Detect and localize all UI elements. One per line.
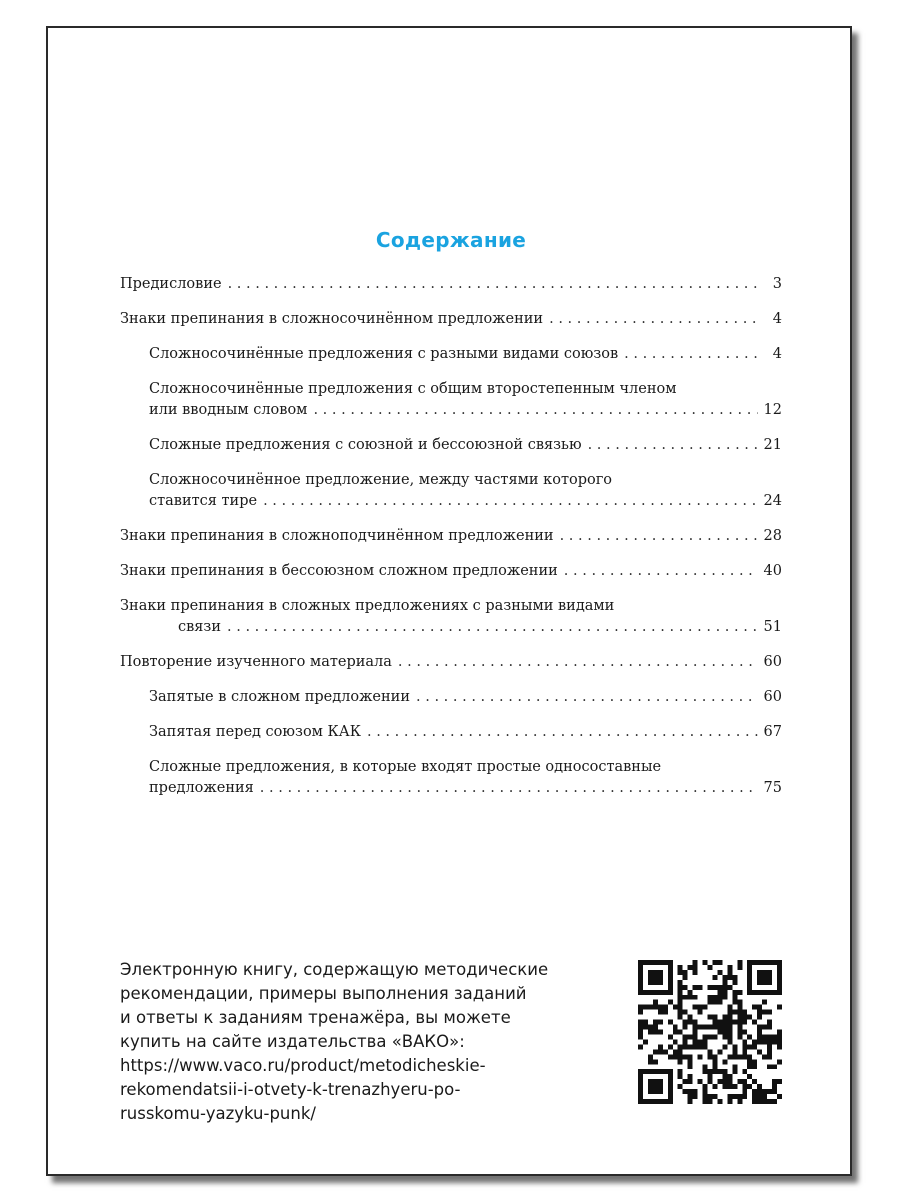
toc-entry[interactable] [120, 757, 782, 799]
table-of-contents [120, 274, 782, 813]
toc-entry-title-line: Знаки препинания в сложных предложениях с разными видами [120, 598, 615, 614]
book-page [46, 26, 852, 1176]
toc-entry[interactable] [120, 652, 782, 673]
toc-entry[interactable] [120, 687, 782, 708]
dot-leader [313, 400, 757, 421]
toc-entry-title-line: Сложносочинённые предложения с разными видами союзов [149, 346, 619, 362]
note-text-line: и ответы к заданиям тренажёра, вы можете [120, 1008, 511, 1027]
toc-entry-title-line: ставится тире [149, 493, 258, 509]
dot-leader [367, 722, 758, 743]
note-text-line: купить на сайте издательства «ВАКО»: [120, 1032, 465, 1051]
toc-page-number: 12 [763, 402, 782, 418]
note-text-line: Электронную книгу, содержащую методические [120, 960, 549, 979]
toc-page-number: 3 [772, 276, 782, 292]
toc-entry-title-line: Запятые в сложном предложении [149, 689, 411, 705]
purchase-url-line[interactable]: russkomu-yazyku-punk/ [120, 1104, 316, 1123]
toc-entry[interactable] [120, 526, 782, 547]
toc-title: Содержание [375, 228, 527, 252]
toc-entry-title-line: связи [178, 619, 222, 635]
toc-entry-title-line: или вводным словом [149, 402, 308, 418]
dot-leader [549, 309, 758, 330]
toc-entry[interactable] [120, 309, 782, 330]
dot-leader [260, 778, 758, 799]
toc-entry[interactable] [120, 470, 782, 512]
dot-leader [416, 687, 758, 708]
toc-page-number: 60 [763, 654, 782, 670]
toc-entry-title-line: предложения [149, 780, 254, 796]
dot-leader [564, 561, 758, 582]
dot-leader [398, 652, 758, 673]
toc-page-number: 40 [763, 563, 782, 579]
toc-entry-title-line: Предисловие [120, 276, 222, 292]
toc-page-number: 51 [763, 619, 782, 635]
toc-page-number: 24 [763, 493, 782, 509]
purchase-url-line[interactable]: rekomendatsii-i-otvety-k-trenazhyeru-po- [120, 1080, 461, 1099]
toc-page-number: 75 [763, 780, 782, 796]
toc-page-number: 67 [763, 724, 782, 740]
dot-leader [227, 617, 758, 638]
toc-entry[interactable] [120, 596, 782, 638]
toc-entry-title-line: Запятая перед союзом КАК [149, 724, 361, 740]
toc-entry-title-line: Знаки препинания в сложносочинённом предложении [120, 311, 544, 327]
toc-page-number: 21 [763, 437, 782, 453]
toc-page-number: 4 [772, 311, 782, 327]
purchase-url-line[interactable]: https://www.vaco.ru/product/metodicheskie- [120, 1056, 486, 1075]
toc-entry-title-line: Сложные предложения с союзной и бессоюзной связью [149, 437, 582, 453]
dot-leader [560, 526, 758, 547]
toc-entry-title-line: Знаки препинания в сложноподчинённом предложении [120, 528, 554, 544]
dot-leader [588, 435, 758, 456]
toc-entry[interactable] [120, 379, 782, 421]
toc-page-number: 4 [772, 346, 782, 362]
toc-entry-title-line: Повторение изученного материала [120, 654, 392, 670]
ebook-purchase-note [120, 958, 590, 1126]
toc-entry-title-line: Сложные предложения, в которые входят простые односоставные [149, 759, 662, 775]
toc-page-number: 60 [763, 689, 782, 705]
toc-entry[interactable] [120, 435, 782, 456]
note-text-line: рекомендации, примеры выполнения заданий [120, 984, 527, 1003]
toc-entry-title-line: Сложносочинённое предложение, между частями которого [149, 472, 613, 488]
qr-code-icon[interactable] [638, 960, 782, 1104]
toc-entry-title-line: Знаки препинания в бессоюзном сложном предложении [120, 563, 558, 579]
toc-entry[interactable] [120, 274, 782, 295]
dot-leader [263, 491, 757, 512]
dot-leader [228, 274, 758, 295]
toc-entry[interactable] [120, 561, 782, 582]
toc-entry[interactable] [120, 722, 782, 743]
toc-page-number: 28 [763, 528, 782, 544]
dot-leader [624, 344, 758, 365]
toc-entry[interactable] [120, 344, 782, 365]
toc-entry-title-line: Сложносочинённые предложения с общим второстепенным членом [149, 381, 677, 397]
